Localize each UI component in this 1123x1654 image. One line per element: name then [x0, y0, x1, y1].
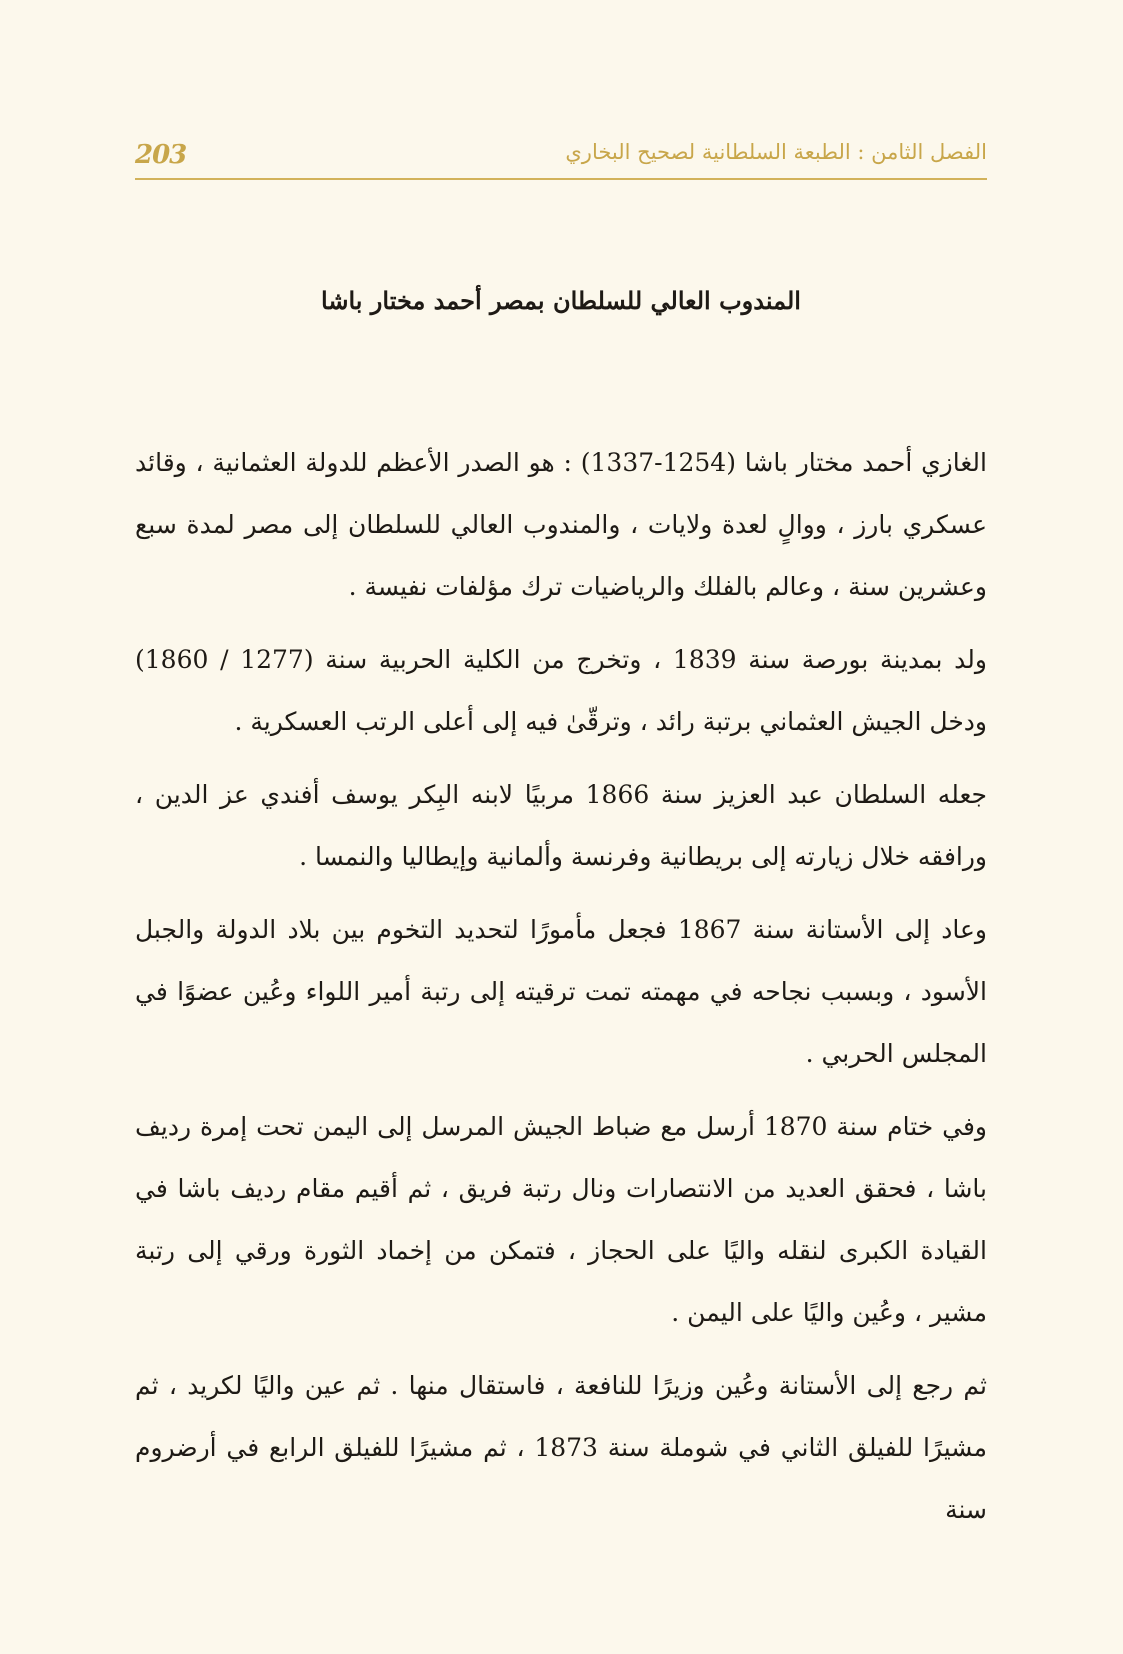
- paragraph: الغازي أحمد مختار باشا (1254-1337) : هو الصدر الأعظم للدولة العثمانية ، وقائد عسكري بارز ، ووالٍ لعدة ولايات ، والمندوب العالي للسلطان إلى مصر لمدة سبع وعشرين سنة ، وعالم بالفلك والرياضيات ترك مؤلفات نفيسة .: [135, 448, 987, 601]
- section-title: المندوب العالي للسلطان بمصر أحمد مختار باشا: [321, 286, 801, 315]
- paragraph: وفي ختام سنة 1870 أرسل مع ضباط الجيش المرسل إلى اليمن تحت إمرة رديف باشا ، فحقق العديد من الانتصارات ونال رتبة فريق ، ثم أقيم مقام رديف باشا في القيادة الكبرى لنقله واليًا على الحجاز ، فتمكن من إخماد الثورة ورقي إلى رتبة مشير ، وعُين واليًا على اليمن .: [135, 1112, 987, 1327]
- paragraph: وعاد إلى الأستانة سنة 1867 فجعل مأمورًا لتحديد التخوم بين بلاد الدولة والجبل الأسود ، وبسبب نجاحه في مهمته تمت ترقيته إلى رتبة أمير اللواء وعُين عضوًا في المجلس الحربي .: [135, 915, 988, 1068]
- paragraph: ولد بمدينة بورصة سنة 1839 ، وتخرج من الكلية الحربية سنة (1277 / 1860) ودخل الجيش العثماني برتبة رائد ، وترقّىٰ فيه إلى أعلى الرتب العسكرية .: [135, 645, 987, 736]
- body-text: [135, 432, 987, 1552]
- header-rule: [135, 178, 987, 180]
- running-head: الفصل الثامن : الطبعة السلطانية لصحيح البخاري: [565, 140, 987, 164]
- page-number: 203: [135, 140, 187, 170]
- page-header: [135, 136, 987, 180]
- paragraph: جعله السلطان عبد العزيز سنة 1866 مربيًا لابنه البِكر يوسف أفندي عز الدين ، ورافقه خلال زيارته إلى بريطانية وفرنسة وألمانية وإيطاليا والنمسا .: [135, 780, 987, 871]
- paragraph: ثم رجع إلى الأستانة وعُين وزيرًا للنافعة ، فاستقال منها . ثم عين واليًا لكريد ، ثم مشيرًا للفيلق الثاني في شوملة سنة 1873 ، ثم مشيرًا للفيلق الرابع في أرضروم سنة: [135, 1371, 987, 1524]
